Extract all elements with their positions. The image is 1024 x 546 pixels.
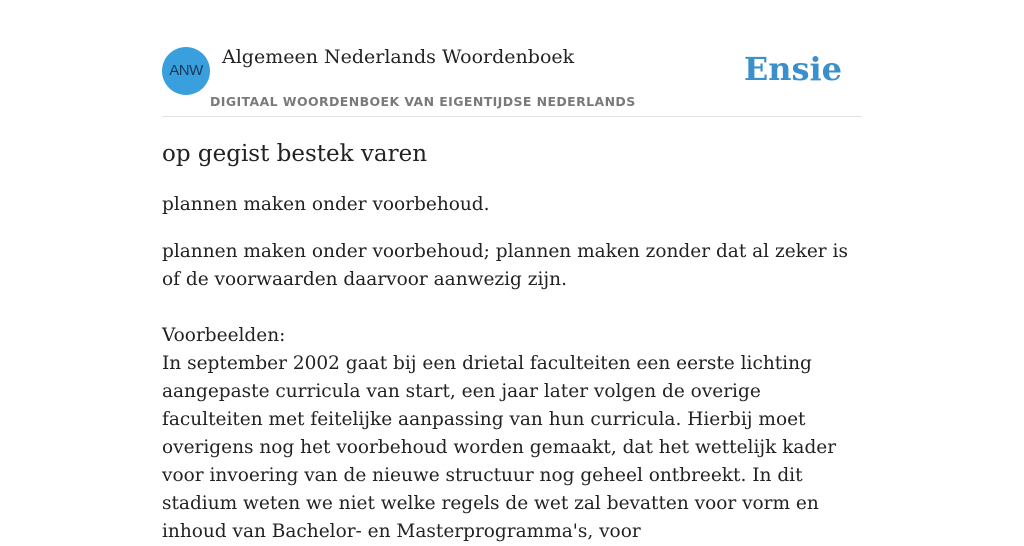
- site-title[interactable]: Algemeen Nederlands Woordenboek: [222, 46, 575, 68]
- entry-content: [162, 137, 862, 546]
- entry-definition: plannen maken onder voorbehoud; plannen maken zonder dat al zeker is of de voorwaarden daarvoor aanwezig zijn.: [162, 241, 848, 290]
- example-text: In september 2002 gaat bij een drietal faculteiten een eerste lichting aangepaste curricula van start, een jaar later volgen de overige faculteiten met feitelijke aanpassing van hun curricula. Hierbij moet overigens nog het voorbehoud worden gemaakt, dat het wettelijk kader voor invoering van de nieuwe structuur nog geheel ontbreekt. In dit stadium weten we niet welke regels de wet zal bevatten voor vorm en inhoud van Bachelor- en Masterprogramma's, voor: [162, 353, 837, 542]
- examples-label: Voorbeelden:: [162, 325, 286, 346]
- entry-headword: op gegist bestek varen: [162, 141, 428, 167]
- ensie-brand-logo[interactable]: Ensie: [743, 50, 842, 88]
- site-header: [162, 40, 862, 117]
- anw-logo[interactable]: ANW: [162, 47, 210, 95]
- site-subtitle: DIGITAAL WOORDENBOEK VAN EIGENTIJDSE NEDERLANDS: [210, 94, 636, 109]
- entry-short-definition: plannen maken onder voorbehoud.: [162, 194, 490, 215]
